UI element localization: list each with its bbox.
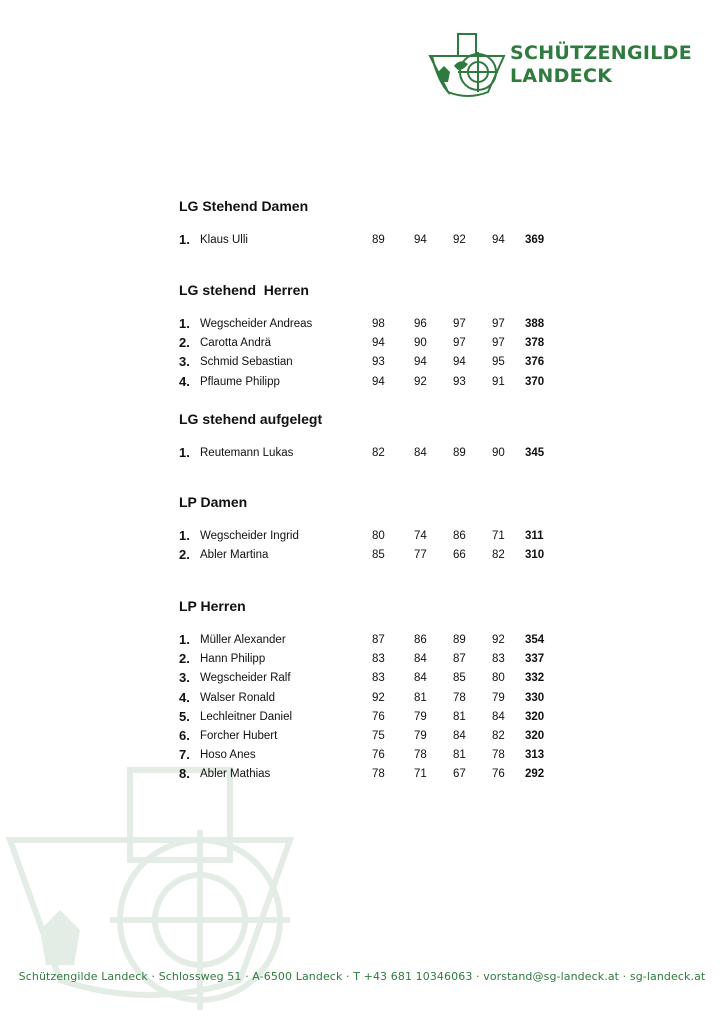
club-name-line2: LANDECK bbox=[510, 65, 613, 87]
result-row bbox=[0, 549, 724, 568]
club-name-line1: SCHÜTZENGILDE bbox=[510, 42, 692, 64]
series-score: 84 bbox=[414, 447, 427, 459]
rank: 1. bbox=[179, 445, 190, 460]
series-score: 71 bbox=[492, 530, 505, 542]
rank: 1. bbox=[179, 316, 190, 331]
rank: 2. bbox=[179, 335, 190, 351]
result-row bbox=[0, 768, 724, 787]
shooter-name: Schmid Sebastian bbox=[200, 356, 293, 369]
series-score: 94 bbox=[414, 234, 427, 246]
shooter-name: Hann Philipp bbox=[200, 653, 266, 666]
series-score: 81 bbox=[453, 710, 466, 723]
shooter-name: Walser Ronald bbox=[200, 691, 275, 704]
series-score: 79 bbox=[492, 691, 505, 704]
series-score: 82 bbox=[492, 730, 505, 742]
total-score: 332 bbox=[525, 672, 545, 685]
series-score: 81 bbox=[414, 691, 427, 704]
rank: 4. bbox=[179, 373, 190, 389]
shooter-name: Wegscheider Andreas bbox=[200, 318, 313, 330]
total-score: 320 bbox=[525, 730, 545, 742]
total-score: 292 bbox=[525, 768, 545, 781]
series-score: 79 bbox=[414, 730, 427, 742]
rank: 7. bbox=[179, 747, 190, 763]
result-row bbox=[0, 373, 724, 395]
result-row bbox=[0, 337, 724, 356]
rank: 1. bbox=[179, 528, 190, 543]
series-score: 95 bbox=[492, 356, 505, 369]
rank: 6. bbox=[179, 728, 190, 743]
club-logo bbox=[428, 32, 708, 102]
result-row bbox=[0, 318, 724, 337]
series-score: 84 bbox=[414, 672, 427, 685]
rank: 4. bbox=[179, 689, 190, 705]
rank: 2. bbox=[179, 547, 190, 563]
total-score: 369 bbox=[525, 234, 545, 246]
series-score: 97 bbox=[492, 337, 505, 350]
rank: 5. bbox=[179, 708, 190, 724]
club-crest-icon bbox=[428, 32, 506, 100]
total-score: 370 bbox=[525, 375, 545, 388]
series-score: 82 bbox=[372, 447, 385, 459]
series-score: 92 bbox=[372, 691, 385, 704]
result-row bbox=[0, 672, 724, 691]
series-score: 92 bbox=[492, 634, 505, 646]
shooter-name: Müller Alexander bbox=[200, 634, 286, 646]
series-score: 98 bbox=[372, 318, 385, 330]
footer-contact: Schützengilde Landeck · Schlossweg 51 · A-6500 Landeck · T +43 681 10346063 · vorstand@sg-landeck.at · sg-landeck.at bbox=[18, 970, 706, 983]
shooter-name: Wegscheider Ralf bbox=[200, 672, 291, 685]
total-score: 337 bbox=[525, 653, 545, 666]
shooter-name: Lechleitner Daniel bbox=[200, 710, 293, 723]
series-score: 84 bbox=[453, 730, 466, 742]
shooter-name: Carotta Andrä bbox=[200, 337, 271, 350]
shooter-name: Wegscheider Ingrid bbox=[200, 530, 299, 542]
series-score: 79 bbox=[414, 710, 427, 723]
series-score: 94 bbox=[372, 337, 385, 350]
series-score: 76 bbox=[492, 768, 505, 781]
total-score: 320 bbox=[525, 710, 545, 723]
total-score: 345 bbox=[525, 447, 545, 459]
section-title: LP Herren bbox=[179, 598, 246, 614]
section-title: LG stehend Herren bbox=[179, 282, 309, 298]
series-score: 89 bbox=[453, 447, 466, 459]
total-score: 310 bbox=[525, 549, 545, 562]
shooter-name: Abler Martina bbox=[200, 549, 269, 562]
series-score: 94 bbox=[372, 375, 385, 388]
series-score: 75 bbox=[372, 730, 385, 742]
series-score: 77 bbox=[414, 549, 427, 562]
shooter-name: Klaus Ulli bbox=[200, 234, 248, 246]
total-score: 376 bbox=[525, 356, 545, 369]
shooter-name: Pflaume Philipp bbox=[200, 375, 280, 388]
section-title: LG Stehend Damen bbox=[179, 198, 309, 214]
series-score: 67 bbox=[453, 768, 466, 781]
rank: 2. bbox=[179, 651, 190, 667]
rank: 8. bbox=[179, 766, 190, 782]
series-score: 74 bbox=[414, 530, 427, 542]
series-score: 78 bbox=[492, 749, 505, 762]
series-score: 97 bbox=[453, 318, 466, 330]
series-score: 90 bbox=[414, 337, 427, 350]
result-row bbox=[0, 634, 724, 653]
series-score: 92 bbox=[414, 375, 427, 388]
result-row bbox=[0, 730, 724, 749]
series-score: 96 bbox=[414, 318, 427, 330]
result-row bbox=[0, 708, 724, 730]
series-score: 97 bbox=[453, 337, 466, 350]
series-score: 94 bbox=[414, 356, 427, 369]
series-score: 86 bbox=[453, 530, 466, 542]
series-score: 87 bbox=[453, 653, 466, 666]
series-score: 82 bbox=[492, 549, 505, 562]
rank: 3. bbox=[179, 354, 190, 370]
series-score: 76 bbox=[372, 710, 385, 723]
total-score: 378 bbox=[525, 337, 545, 350]
result-row bbox=[0, 653, 724, 672]
series-score: 80 bbox=[492, 672, 505, 685]
series-score: 91 bbox=[492, 375, 505, 388]
result-row bbox=[0, 234, 724, 253]
series-score: 83 bbox=[372, 653, 385, 666]
series-score: 83 bbox=[372, 672, 385, 685]
series-score: 80 bbox=[372, 530, 385, 542]
shooter-name: Forcher Hubert bbox=[200, 730, 278, 742]
series-score: 94 bbox=[453, 356, 466, 369]
series-score: 78 bbox=[414, 749, 427, 762]
section-title: LP Damen bbox=[179, 494, 248, 510]
rank: 1. bbox=[179, 232, 190, 247]
series-score: 66 bbox=[453, 549, 466, 562]
result-row bbox=[0, 447, 724, 466]
series-score: 85 bbox=[372, 549, 385, 562]
series-score: 90 bbox=[492, 447, 505, 459]
rank: 1. bbox=[179, 632, 190, 647]
series-score: 85 bbox=[453, 672, 466, 685]
total-score: 330 bbox=[525, 691, 545, 704]
result-row bbox=[0, 689, 724, 711]
series-score: 84 bbox=[492, 710, 505, 723]
result-row bbox=[0, 356, 724, 375]
series-score: 78 bbox=[372, 768, 385, 781]
series-score: 84 bbox=[414, 653, 427, 666]
total-score: 388 bbox=[525, 318, 545, 330]
series-score: 89 bbox=[372, 234, 385, 246]
series-score: 76 bbox=[372, 749, 385, 762]
series-score: 93 bbox=[372, 356, 385, 369]
total-score: 311 bbox=[525, 530, 544, 542]
series-score: 83 bbox=[492, 653, 505, 666]
series-score: 89 bbox=[453, 634, 466, 646]
series-score: 71 bbox=[414, 768, 427, 781]
rank: 3. bbox=[179, 670, 190, 686]
shooter-name: Abler Mathias bbox=[200, 768, 271, 781]
total-score: 354 bbox=[525, 634, 545, 646]
result-row bbox=[0, 749, 724, 768]
series-score: 78 bbox=[453, 691, 466, 704]
series-score: 93 bbox=[453, 375, 466, 388]
club-name bbox=[510, 42, 692, 88]
series-score: 86 bbox=[414, 634, 427, 646]
series-score: 87 bbox=[372, 634, 385, 646]
section-title: LG stehend aufgelegt bbox=[179, 411, 323, 427]
total-score: 313 bbox=[525, 749, 545, 762]
shooter-name: Hoso Anes bbox=[200, 749, 256, 762]
series-score: 81 bbox=[453, 749, 466, 762]
series-score: 97 bbox=[492, 318, 505, 330]
shooter-name: Reutemann Lukas bbox=[200, 447, 294, 459]
result-row bbox=[0, 530, 724, 549]
series-score: 92 bbox=[453, 234, 466, 246]
series-score: 94 bbox=[492, 234, 505, 246]
